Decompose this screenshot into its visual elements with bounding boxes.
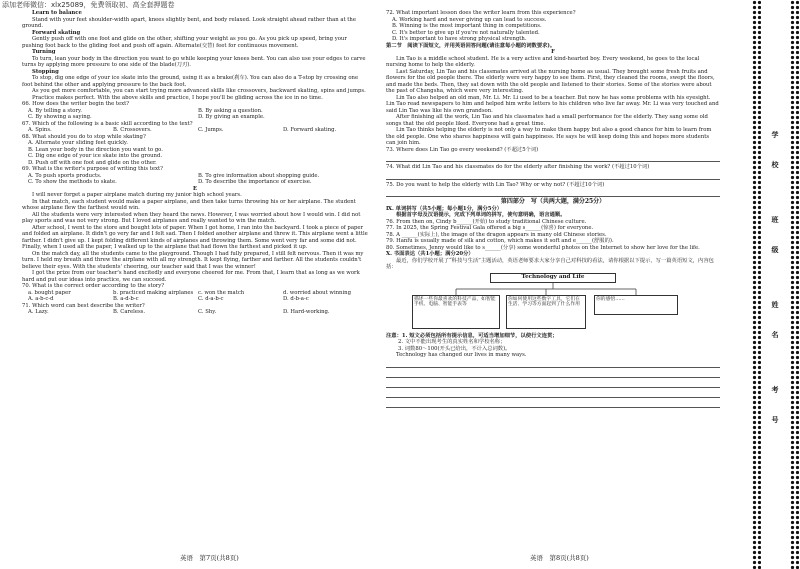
section-9-instructions: 根据首字母及汉语提示，完成下列单词的拼写，使句意明确，语言通顺。 [396,212,566,218]
paragraph: Gently push off with one foot and glide on the other, shifting your weight as you go. As you pick up speed, bring your pushing foot back to the gliding foot and push off again. Alternate(交替) feet for continuous movement. [22,36,347,49]
writing-line[interactable] [386,370,720,378]
paragraph: Lin Tao is a middle school student. He is a very active and kind-hearted boy. Every weekend, he goes to the local nursing home to help the elderly. [386,55,700,68]
side-label: 名 [771,331,779,339]
side-label: 姓 [771,301,779,309]
option[interactable]: A. a-b-c-d [28,296,54,302]
option[interactable]: A. To push sports products. [28,172,102,179]
question-73: 73. Where does Lin Tao go every weekend? (不超过5个词) [386,146,539,153]
section-10-prompt: 最近，你们学校开展了“科技与生活”主题活动，英语老师要求大家分享自己对科技的看法，请你根据以下提示，写一篇英语短文，内容包括： [386,257,714,270]
question-68: 68. What should you do to stop while skating? [22,133,146,140]
option[interactable]: B. Careless. [113,309,146,315]
option[interactable]: B. Winning is the most important thing in competitions. [392,23,542,29]
side-label: 级 [771,246,779,254]
note-3: 3. 词数80～100(开头已给出，不计入总词数)。 [398,345,511,352]
note-2: 2. 文中不能出现考生的真实姓名和学校名称； [398,339,506,345]
writing-line[interactable] [386,360,720,368]
paragraph: Stand with your feet shoulder-width apart, knees slightly bent, and body relaxed. Look straight ahead rather than at the ground. [22,16,356,29]
options-69 [22,173,368,186]
option[interactable]: B. a-d-b-c [113,296,139,302]
option[interactable]: C. Dig one edge of your ice skate into the ground. [28,153,163,159]
option[interactable]: B. Lean your body in the direction you want to go. [28,146,163,153]
question-74: 74. What did Lin Tao and his classmates do for the elderly after finishing the work? (不超过10个词) [386,164,650,170]
event: b. practiced making airplanes [113,289,194,296]
writing-line[interactable] [386,380,720,388]
paragraph: I will never forget a paper airplane match during my junior high school years. [32,192,242,198]
binding-strip [752,0,800,569]
question-77[interactable]: 77. In 2025, the Spring Festival Gala offered a big s______(惊喜) for everyone. [386,225,594,231]
diagram-box-usage: 你如何使用这些数字工具，它们在生活、学习等方面起到了什么作用 [506,295,586,329]
option[interactable]: C. It's better to give up if you're not naturally talented. [392,29,540,36]
option[interactable]: B. To give information about shopping guide. [198,172,320,179]
left-column [22,10,368,316]
dot-column-left [752,0,761,569]
page-footer-right: 英语 第8页(共8页) [530,554,589,562]
diagram-box-reflection: 你的感悟…… [594,295,678,315]
side-label: 号 [771,416,779,424]
paragraph: In that match, each student would make a paper airplane, and then take turns throwing his or her airplane. The student whose airplane flew the farthest would win. [22,198,356,211]
writing-prompt-diagram [386,273,720,331]
question-80[interactable]: 80. Sometimes, Jenny would like to s______(分享) some wonderful photos on the Internet to show her love for the life. [386,244,700,251]
page-footer-left: 英语 第7页(共8页) [180,554,239,562]
paragraph: To stop, dig one edge of your ice skate into the ground, using it as a brake(刹车). You can also do a T-stop by crossing one foot behind the other and applying pressure to the back foot. [22,75,359,88]
answer-line-75[interactable] [386,189,720,197]
option[interactable]: A. Alternate your sliding feet quickly. [28,140,128,146]
option[interactable]: D. Forward skating. [283,127,337,133]
writing-line[interactable] [386,390,720,398]
option[interactable]: A. Lazy. [28,309,49,315]
heading-turning: Turning [32,49,56,55]
paragraph: Lin Tao thinks helping the elderly is not only a way to make them happy but also a good chance for him to learn from the old people. One who shares happiness will gain happiness. He says he will keep doing this and hopes more students can join him. [386,127,712,146]
writing-line[interactable] [386,400,720,408]
option[interactable]: C. Jumps. [198,127,224,133]
heading-balance: Learn to balance [32,10,82,16]
heading-forward: Forward skating [32,29,81,36]
paragraph: Practice makes perfect. With the above skills and practice, I hope you'll be gliding across the ice in no time. [32,94,323,101]
question-66: 66. How does the writer begin the text? [22,101,130,107]
options-68 [22,140,368,166]
answer-line-74[interactable] [386,172,720,180]
right-column [386,10,720,410]
paragraph: After finishing all the work, Lin Tao and his classmates had a small performance for the elderly. They sang some old songs that the old people liked. Everyone had a great time. [386,114,708,127]
part-4-title: 第四部分 写（共两大题，满分25分） [500,198,606,205]
question-79[interactable]: 79. Hanfu is usually made of silk and cotton, which makes it soft and e______(舒服的). [386,238,614,244]
option[interactable]: A. Working hard and never giving up can lead to success. [392,16,547,23]
option[interactable]: A. Spins. [28,127,52,133]
paragraph: Lin Tao also helped an old man, Mr. Li. Mr. Li used to be a teacher. But now he has some problems with his eyesight. Lin Tao read newspapers to him and helped him write letters to his children who live far away. Mr. Li was very touched and said Lin Tao was like his own grandson. [386,94,719,114]
option[interactable]: C. To show the methods to skate. [28,179,117,185]
option[interactable]: C. By showing a saying. [28,114,92,120]
writing-start: Technology has changed our lives in many ways. [396,352,527,358]
paragraph: All the students were very interested when they heard the news. However, I was worried about how I would win. I did not play sports and was not very strong. But I loved airplanes and really wanted to win the match. [22,211,361,224]
event: a. bought paper [28,289,71,296]
options-66 [22,108,368,121]
option[interactable]: D. Push off with one foot and glide on the other. [28,159,157,166]
question-67: 67. Which of the following is a basic skill according to the text? [22,120,193,127]
question-70: 70. What is the correct order according to the story? [22,283,165,289]
section-10-title: Ⅹ. 书面表达（共1小题；满分20分） [386,251,474,257]
paragraph: I got the prize from our teacher's hand excitedly and everyone cheered for me. From that, I learn that as long as we work hard and put our ideas into practice, we can succeed. [22,270,360,283]
paragraph: To turn, lean your body in the direction you want to go while keeping your knees bent. You can also use your edges to carve turns by applying more pressure to one side of the blade(刀刃). [22,55,366,68]
answer-line-73[interactable] [386,154,720,162]
paragraph: After school, I went to the store and bought lots of paper. When I got home, I ran into the backyard. I took a piece of paper and folded an airplane. It didn't go very far and I felt sad. Then I folded another airplane and threw it. This airplane went a little farther. I didn't give up. I kept folding different kinds of airplanes and throwing them. Some went very far and some did not. Finally, when I used all the paper, I walked up to the airplane that had flown the farthest and picked it up. [22,224,368,250]
event: c. won the match [198,289,245,296]
event: d. worried about winning [283,289,351,296]
side-label: 学 [771,131,779,139]
paragraph: As you get more comfortable, you can start trying more advanced skills like crossovers, backward skating, spins and jumps. [32,88,366,94]
paragraph: On the match day, all the students came to the playground. Though I had fully prepared, I still felt nervous. Then it was my turn. I held my breath and threw the airplane with all my strength. It kept flying, farther and farther. All the students couldn't believe their eyes. With the students' cheering, our teacher said that I was the winner! [22,250,364,270]
top-note: 添加老师微信：xlx25089，免费领取初、高全套押题卷 [2,1,175,9]
option[interactable]: A. By telling a story. [28,107,82,114]
diagram-title: Technology and Life [490,273,616,283]
passage-e-title: E [192,185,198,192]
section-2-instructions: 第二节 阅读下面短文，并用英语回答问题(请注意每小题的词数要求)。 [386,42,556,49]
dot-column-right [790,0,799,569]
option[interactable]: D. Hard-working. [283,309,330,315]
options-70 [22,296,368,303]
option[interactable]: B. Crossovers. [113,127,152,133]
options-72 [386,17,720,43]
option[interactable]: D. It's important to have strong physical strength. [392,36,527,42]
paragraph: Last Saturday, Lin Tao and his classmates arrived at the nursing home as usual. They brought some fresh fruits and flowers for the old people there. The elderly were very happy to see them. First, they cleaned the rooms, swept the floors, and made the beds. Then, they sat down with the old people and listened to their stories. Some of the stories were about the past of Changsha, which were very interesting. [386,68,715,94]
options-67 [22,127,368,134]
question-76[interactable]: 76. From then on, Cindy b______(开始) to study traditional Chinese culture. [386,218,587,225]
option[interactable]: D. By giving an example. [198,114,265,120]
option[interactable]: B. By asking a question. [198,107,263,114]
side-label: 考 [771,386,779,394]
question-72: 72. What important lesson does the writer learn from this experience? [386,10,576,16]
option[interactable]: D. To describe the importance of exercise. [198,179,312,185]
side-label: 校 [771,161,779,169]
section-9-title: Ⅸ. 单词拼写（共5小题；每小题1分，满分5分） [386,205,503,212]
passage-f-title: F [551,49,555,55]
options-71 [22,309,368,316]
side-label: 班 [771,216,779,224]
option[interactable]: D. d-b-a-c [283,296,309,302]
question-71: 71. Which word can best describe the writer? [22,302,145,309]
note-1: 注意：1. 短文必须包括所有提示信息，可适当增加细节，以使行文连贯； [386,332,558,339]
option[interactable]: C. d-a-b-c [198,296,224,302]
diagram-box-products: 描述一些你最喜欢的科技产品，如智能手机、电脑、智能手表等 [412,295,500,329]
heading-stopping: Stopping [32,68,59,75]
question-78[interactable]: 78. A ______(实际上), the image of the dragon appears in many old Chinese stories. [386,231,607,238]
question-75: 75. Do you want to help the elderly with Lin Tao? Why or why not? (不超过10个词) [386,181,605,188]
option[interactable]: C. Shy. [198,309,217,315]
question-69: 69. What is the writer's purpose of writing this text? [22,166,164,172]
